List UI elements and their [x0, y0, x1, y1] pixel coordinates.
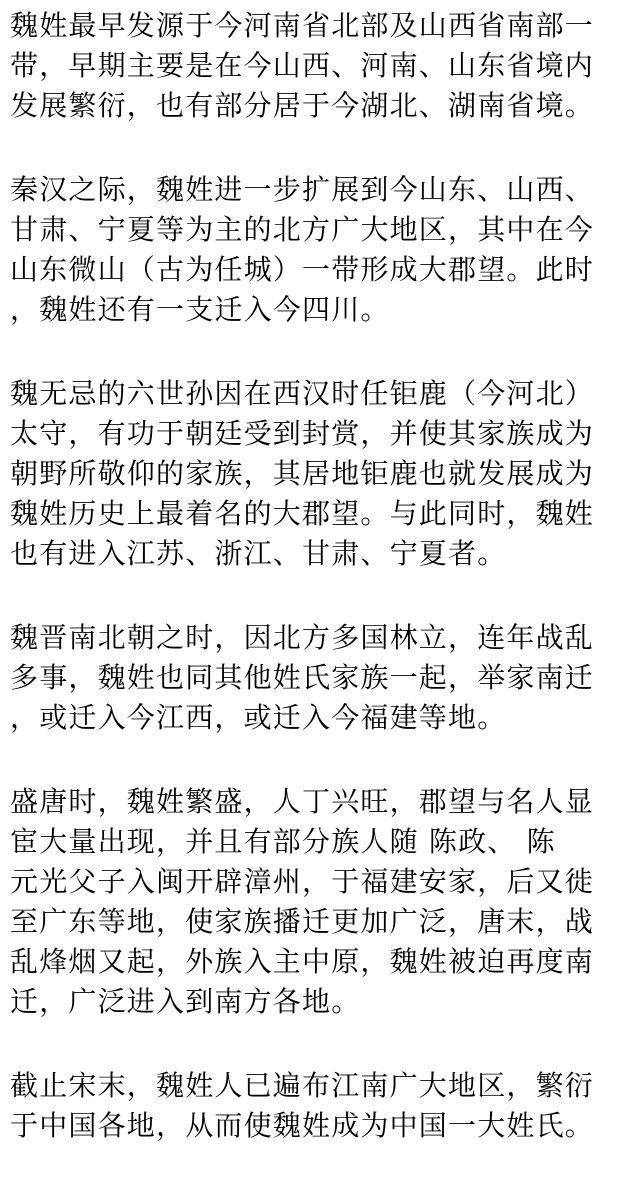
text-line: ，魏姓还有一支迁入今四川。	[10, 293, 390, 326]
paragraph-qin-han	[10, 170, 634, 330]
text-line: ，或迁入今江西，或迁入今福建等地。	[10, 701, 507, 734]
article-body	[10, 6, 634, 1190]
text-line: 太守，有功于朝廷受到封赏，并使其家族成为	[10, 417, 595, 450]
text-line: 甘肃、宁夏等为主的北方广大地区，其中在今	[10, 213, 595, 246]
text-line: 朝野所敬仰的家族，其居地钜鹿也就发展成为	[10, 457, 595, 490]
text-line: 发展繁衍，也有部分居于今湖北、湖南省境。	[10, 89, 595, 122]
text-line: 山东微山（古为任城）一带形成大郡望。此时	[10, 253, 595, 286]
text-line: 元光父子入闽开辟漳州，于福建安家，后又徙	[10, 865, 595, 898]
text-line: 至广东等地，使家族播迁更加广泛，唐末，战	[10, 905, 595, 938]
text-line: 魏无忌的六世孙因在西汉时任钜鹿（今河北）	[10, 377, 595, 410]
text-line: 乱烽烟又起，外族入主中原，魏姓被迫再度南	[10, 945, 595, 978]
paragraph-wei-jin	[10, 618, 634, 738]
paragraph-song	[10, 1066, 634, 1146]
text-line: 魏姓最早发源于今河南省北部及山西省南部一	[10, 9, 595, 42]
text-line: 魏晋南北朝之时，因北方多国林立，连年战乱	[10, 621, 595, 654]
text-line: 魏姓历史上最着名的大郡望。与此同时，魏姓	[10, 497, 595, 530]
text-line: 迁，广泛进入到南方各地。	[10, 985, 361, 1018]
text-line: 盛唐时，魏姓繁盛，人丁兴旺，郡望与名人显	[10, 785, 595, 818]
text-line: 也有进入江苏、浙江、甘肃、宁夏者。	[10, 537, 507, 570]
text-line: 于中国各地，从而使魏姓成为中国一大姓氏。	[10, 1109, 595, 1142]
paragraph-western-han	[10, 374, 634, 574]
paragraph-tang	[10, 782, 634, 1022]
text-line: 宦大量出现，并且有部分族人随 陈政、 陈	[10, 825, 556, 858]
text-line: 多事，魏姓也同其他姓氏家族一起，举家南迁	[10, 661, 595, 694]
text-line: 秦汉之际，魏姓进一步扩展到今山东、山西、	[10, 173, 595, 206]
paragraph-origin	[10, 6, 634, 126]
text-line: 截止宋末，魏姓人已遍布江南广大地区，繁衍	[10, 1069, 595, 1102]
text-line: 带，早期主要是在今山西、河南、山东省境内	[10, 49, 595, 82]
